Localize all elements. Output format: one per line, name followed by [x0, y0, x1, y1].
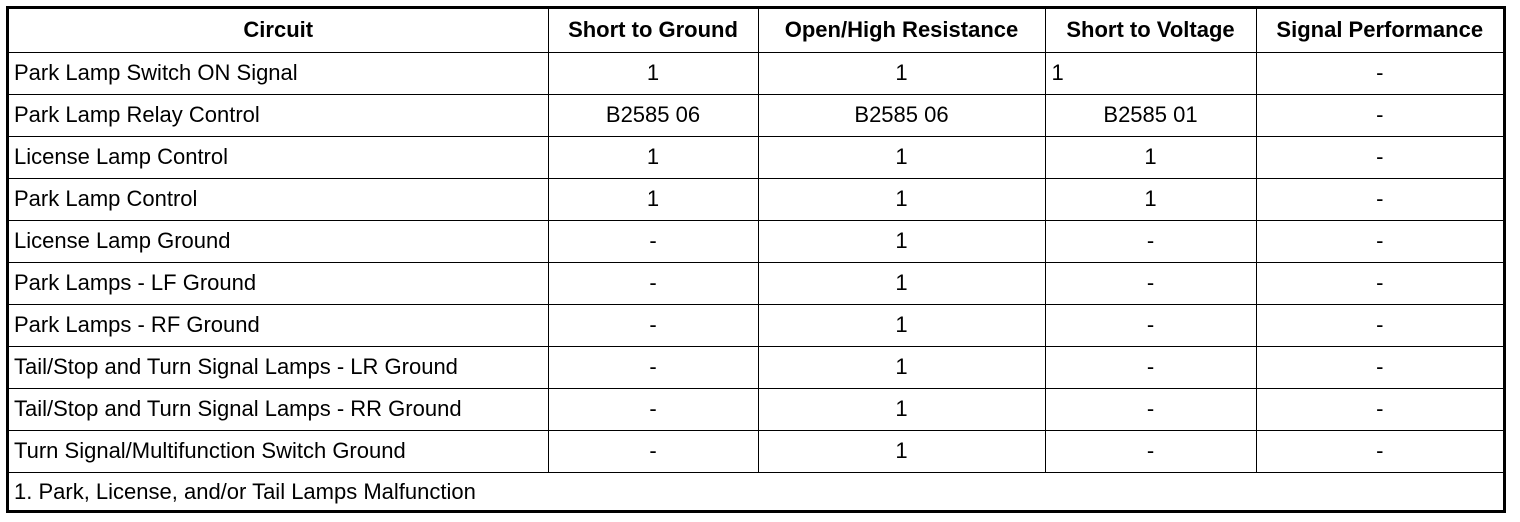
open-high-resistance-cell: 1: [758, 220, 1045, 262]
circuit-cell: Tail/Stop and Turn Signal Lamps - RR Ground: [9, 388, 548, 430]
short-to-voltage-cell: 1: [1045, 178, 1256, 220]
header-signal-performance: Signal Performance: [1256, 9, 1503, 52]
table-row: [9, 94, 1503, 136]
circuit-diagnostic-table: [9, 9, 1503, 512]
table-row: [9, 136, 1503, 178]
footnote-row: [9, 472, 1503, 512]
short-to-ground-cell: -: [548, 304, 758, 346]
signal-performance-cell: -: [1256, 346, 1503, 388]
table-row: [9, 52, 1503, 94]
short-to-ground-cell: B2585 06: [548, 94, 758, 136]
table-row: [9, 430, 1503, 472]
short-to-ground-cell: -: [548, 220, 758, 262]
short-to-voltage-cell: -: [1045, 304, 1256, 346]
header-short-to-voltage: Short to Voltage: [1045, 9, 1256, 52]
open-high-resistance-cell: 1: [758, 262, 1045, 304]
table-row: [9, 304, 1503, 346]
signal-performance-cell: -: [1256, 136, 1503, 178]
open-high-resistance-cell: 1: [758, 178, 1045, 220]
short-to-voltage-cell: 1: [1045, 136, 1256, 178]
short-to-voltage-cell: -: [1045, 346, 1256, 388]
circuit-cell: Park Lamps - LF Ground: [9, 262, 548, 304]
table-row: [9, 262, 1503, 304]
short-to-ground-cell: -: [548, 262, 758, 304]
circuit-cell: License Lamp Control: [9, 136, 548, 178]
circuit-cell: Park Lamps - RF Ground: [9, 304, 548, 346]
signal-performance-cell: -: [1256, 388, 1503, 430]
open-high-resistance-cell: 1: [758, 304, 1045, 346]
circuit-diagnostic-table-frame: [6, 6, 1506, 513]
short-to-voltage-cell: -: [1045, 430, 1256, 472]
open-high-resistance-cell: 1: [758, 346, 1045, 388]
short-to-ground-cell: 1: [548, 52, 758, 94]
circuit-cell: License Lamp Ground: [9, 220, 548, 262]
short-to-voltage-cell: -: [1045, 388, 1256, 430]
open-high-resistance-cell: 1: [758, 430, 1045, 472]
short-to-ground-cell: -: [548, 388, 758, 430]
signal-performance-cell: -: [1256, 178, 1503, 220]
signal-performance-cell: -: [1256, 220, 1503, 262]
signal-performance-cell: -: [1256, 304, 1503, 346]
open-high-resistance-cell: 1: [758, 136, 1045, 178]
signal-performance-cell: -: [1256, 262, 1503, 304]
circuit-cell: Park Lamp Relay Control: [9, 94, 548, 136]
circuit-cell: Tail/Stop and Turn Signal Lamps - LR Ground: [9, 346, 548, 388]
circuit-cell: Park Lamp Switch ON Signal: [9, 52, 548, 94]
signal-performance-cell: -: [1256, 52, 1503, 94]
short-to-ground-cell: -: [548, 430, 758, 472]
table-row: [9, 388, 1503, 430]
table-row: [9, 346, 1503, 388]
open-high-resistance-cell: 1: [758, 52, 1045, 94]
circuit-cell: Turn Signal/Multifunction Switch Ground: [9, 430, 548, 472]
open-high-resistance-cell: B2585 06: [758, 94, 1045, 136]
short-to-voltage-cell: -: [1045, 220, 1256, 262]
circuit-cell: Park Lamp Control: [9, 178, 548, 220]
table-row: [9, 220, 1503, 262]
signal-performance-cell: -: [1256, 94, 1503, 136]
header-row: [9, 9, 1503, 52]
header-circuit: Circuit: [9, 9, 548, 52]
short-to-voltage-cell: B2585 01: [1045, 94, 1256, 136]
table-row: [9, 178, 1503, 220]
header-short-to-ground: Short to Ground: [548, 9, 758, 52]
open-high-resistance-cell: 1: [758, 388, 1045, 430]
short-to-ground-cell: 1: [548, 136, 758, 178]
short-to-voltage-cell: 1: [1045, 52, 1256, 94]
short-to-ground-cell: 1: [548, 178, 758, 220]
header-open-high-resistance: Open/High Resistance: [758, 9, 1045, 52]
short-to-ground-cell: -: [548, 346, 758, 388]
footnote: 1. Park, License, and/or Tail Lamps Malfunction: [9, 472, 1503, 512]
short-to-voltage-cell: -: [1045, 262, 1256, 304]
signal-performance-cell: -: [1256, 430, 1503, 472]
